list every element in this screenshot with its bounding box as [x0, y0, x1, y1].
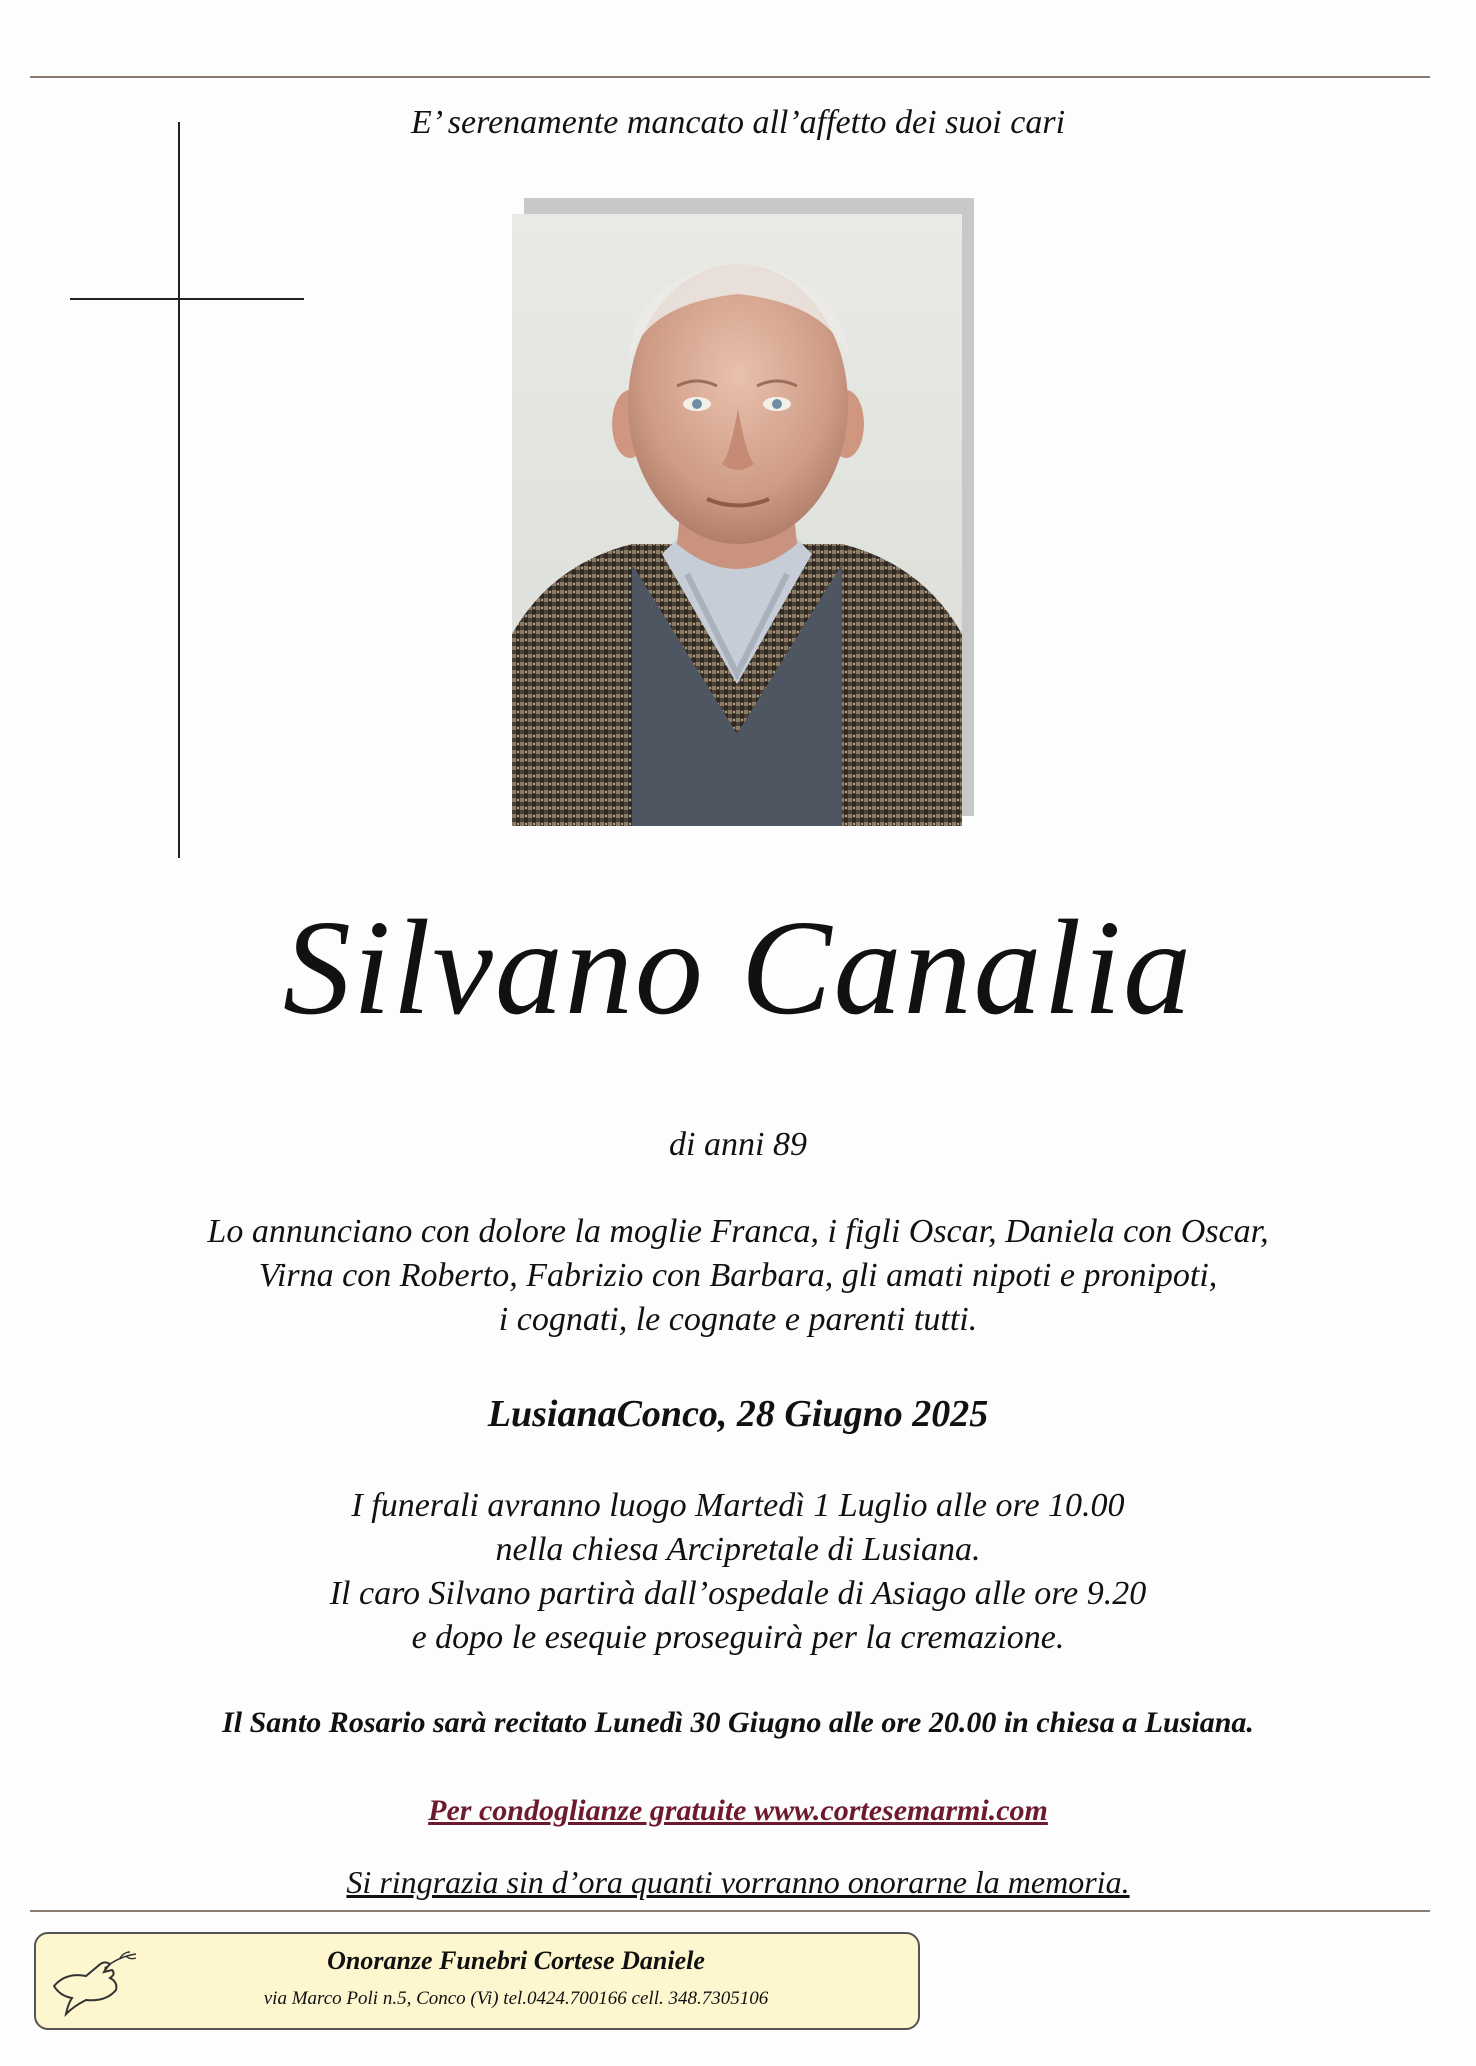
- dove-icon: [46, 1942, 146, 2022]
- funeral-line: nella chiesa Arcipretale di Lusiana.: [495, 1531, 981, 1568]
- portrait-illustration: [512, 214, 962, 826]
- condolences-link[interactable]: Per condoglianze gratuite www.cortesemarmi.com: [428, 1794, 1048, 1827]
- funeral-line: I funerali avranno luogo Martedì 1 Luglio alle ore 10.00: [351, 1487, 1125, 1524]
- thanks-row: [0, 1864, 1476, 1901]
- funeral-home-name: Onoranze Funebri Cortese Daniele: [327, 1946, 705, 1975]
- intro-text: E’ serenamente mancato all’affetto dei suoi cari: [410, 104, 1066, 141]
- cross-horizontal-bar: [70, 298, 304, 300]
- deceased-name: Silvano Canalia: [282, 893, 1194, 1043]
- bottom-divider: [30, 1910, 1430, 1912]
- announcement-line: Lo annunciano con dolore la moglie Franca, i figli Oscar, Daniela con Oscar,: [207, 1213, 1269, 1250]
- announcement: [0, 1210, 1476, 1342]
- cross-vertical-bar: [178, 122, 180, 858]
- funeral-line: e dopo le esequie proseguirà per la cremazione.: [411, 1619, 1065, 1656]
- announcement-line: i cognati, le cognate e parenti tutti.: [498, 1301, 978, 1338]
- funeral-line: Il caro Silvano partirà dall’ospedale di Asiago alle ore 9.20: [329, 1575, 1147, 1612]
- portrait-photo: [512, 214, 962, 826]
- condolences-link-row: [0, 1794, 1476, 1828]
- place-date: LusianaConco, 28 Giugno 2025: [487, 1393, 989, 1435]
- announcement-line: Virna con Roberto, Fabrizio con Barbara, gli amati nipoti e pronipoti,: [258, 1257, 1218, 1294]
- rosary-notice: Il Santo Rosario sarà recitato Lunedì 30 Giugno alle ore 20.00 in chiesa a Lusiana.: [222, 1706, 1254, 1739]
- thanks-text: Si ringrazia sin d’ora quanti vorranno onorarne la memoria.: [346, 1864, 1130, 1900]
- funeral-details: [0, 1484, 1476, 1660]
- top-divider: [30, 76, 1430, 78]
- funeral-home-address: via Marco Poli n.5, Conco (Vi) tel.0424.700166 cell. 348.7305106: [263, 1988, 769, 2009]
- funeral-home-box: [34, 1932, 920, 2030]
- age-text: di anni 89: [669, 1126, 807, 1163]
